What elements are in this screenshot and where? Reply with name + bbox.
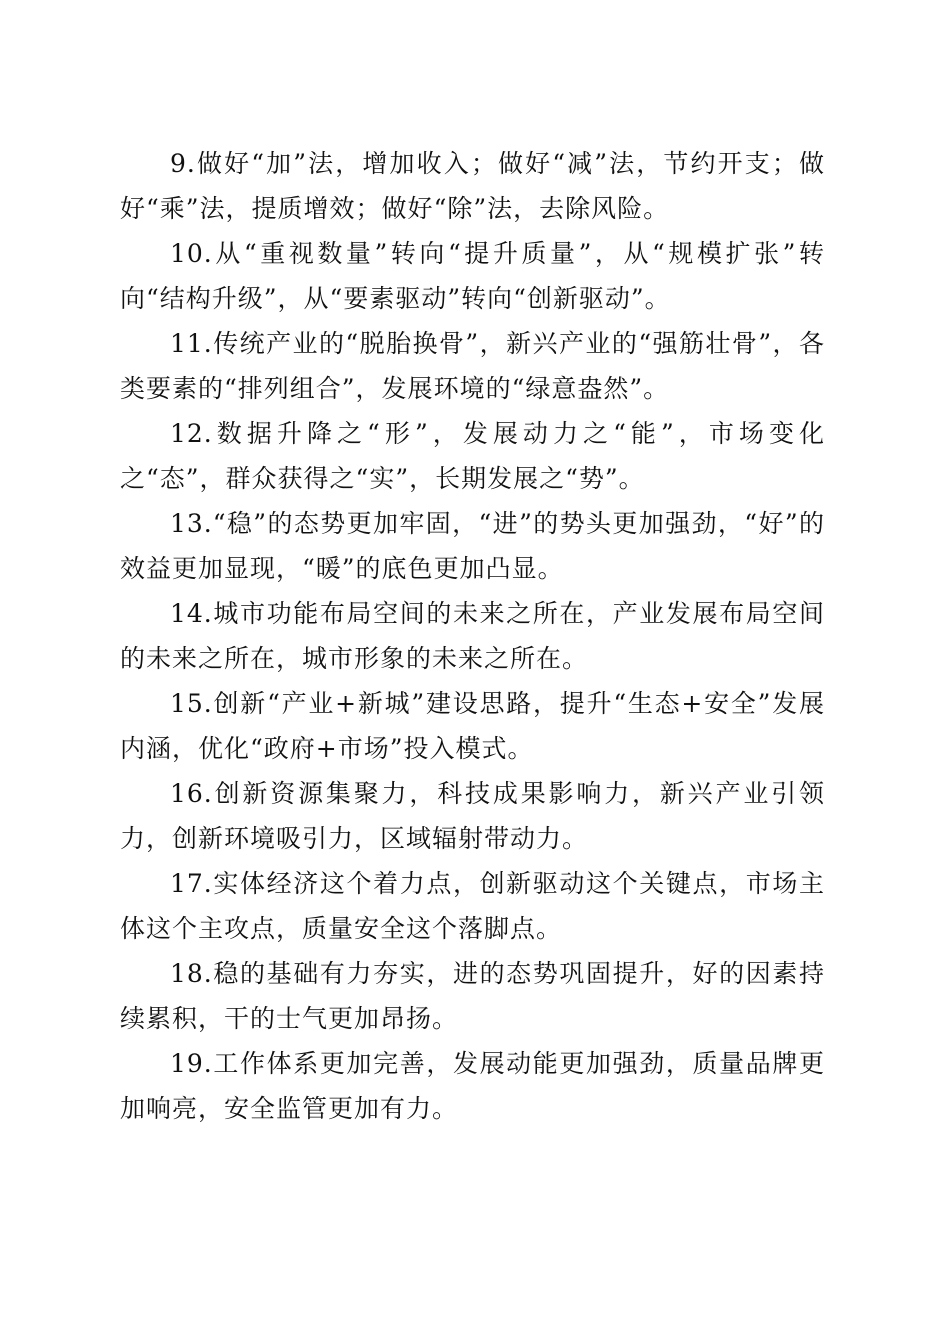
- paragraph-18: 18.稳的基础有力夯实，进的态势巩固提升，好的因素持续累积，干的士气更加昂扬。: [120, 959, 825, 1033]
- paragraph-14: 14.城市功能布局空间的未来之所在，产业发展布局空间的未来之所在，城市形象的未来之所在。: [120, 599, 825, 673]
- paragraph-19: 19.工作体系更加完善，发展动能更加强劲，质量品牌更加响亮，安全监管更加有力。: [120, 1049, 825, 1123]
- paragraph-12: 12.数据升降之“形”，发展动力之“能”，市场变化之“态”，群众获得之“实”，长期发展之“势”。: [120, 419, 825, 493]
- paragraph-15: 15.创新“产业+新城”建设思路，提升“生态+安全”发展内涵，优化“政府+市场”投入模式。: [120, 689, 825, 763]
- paragraph-16: 16.创新资源集聚力，科技成果影响力，新兴产业引领力，创新环境吸引力，区域辐射带动力。: [120, 779, 825, 853]
- document-body: [120, 141, 825, 1131]
- paragraph-17: 17.实体经济这个着力点，创新驱动这个关键点，市场主体这个主攻点，质量安全这个落脚点。: [120, 869, 825, 943]
- paragraph-11: 11.传统产业的“脱胎换骨”，新兴产业的“强筋壮骨”，各类要素的“排列组合”，发展环境的“绿意盎然”。: [120, 329, 825, 403]
- paragraph-10: 10.从“重视数量”转向“提升质量”，从“规模扩张”转向“结构升级”，从“要素驱动”转向“创新驱动”。: [120, 239, 825, 313]
- paragraph-9: 9.做好“加”法，增加收入；做好“减”法，节约开支；做好“乘”法，提质增效；做好“除”法，去除风险。: [120, 149, 825, 223]
- paragraph-13: 13.“稳”的态势更加牢固，“进”的势头更加强劲，“好”的效益更加显现，“暖”的底色更加凸显。: [120, 509, 825, 583]
